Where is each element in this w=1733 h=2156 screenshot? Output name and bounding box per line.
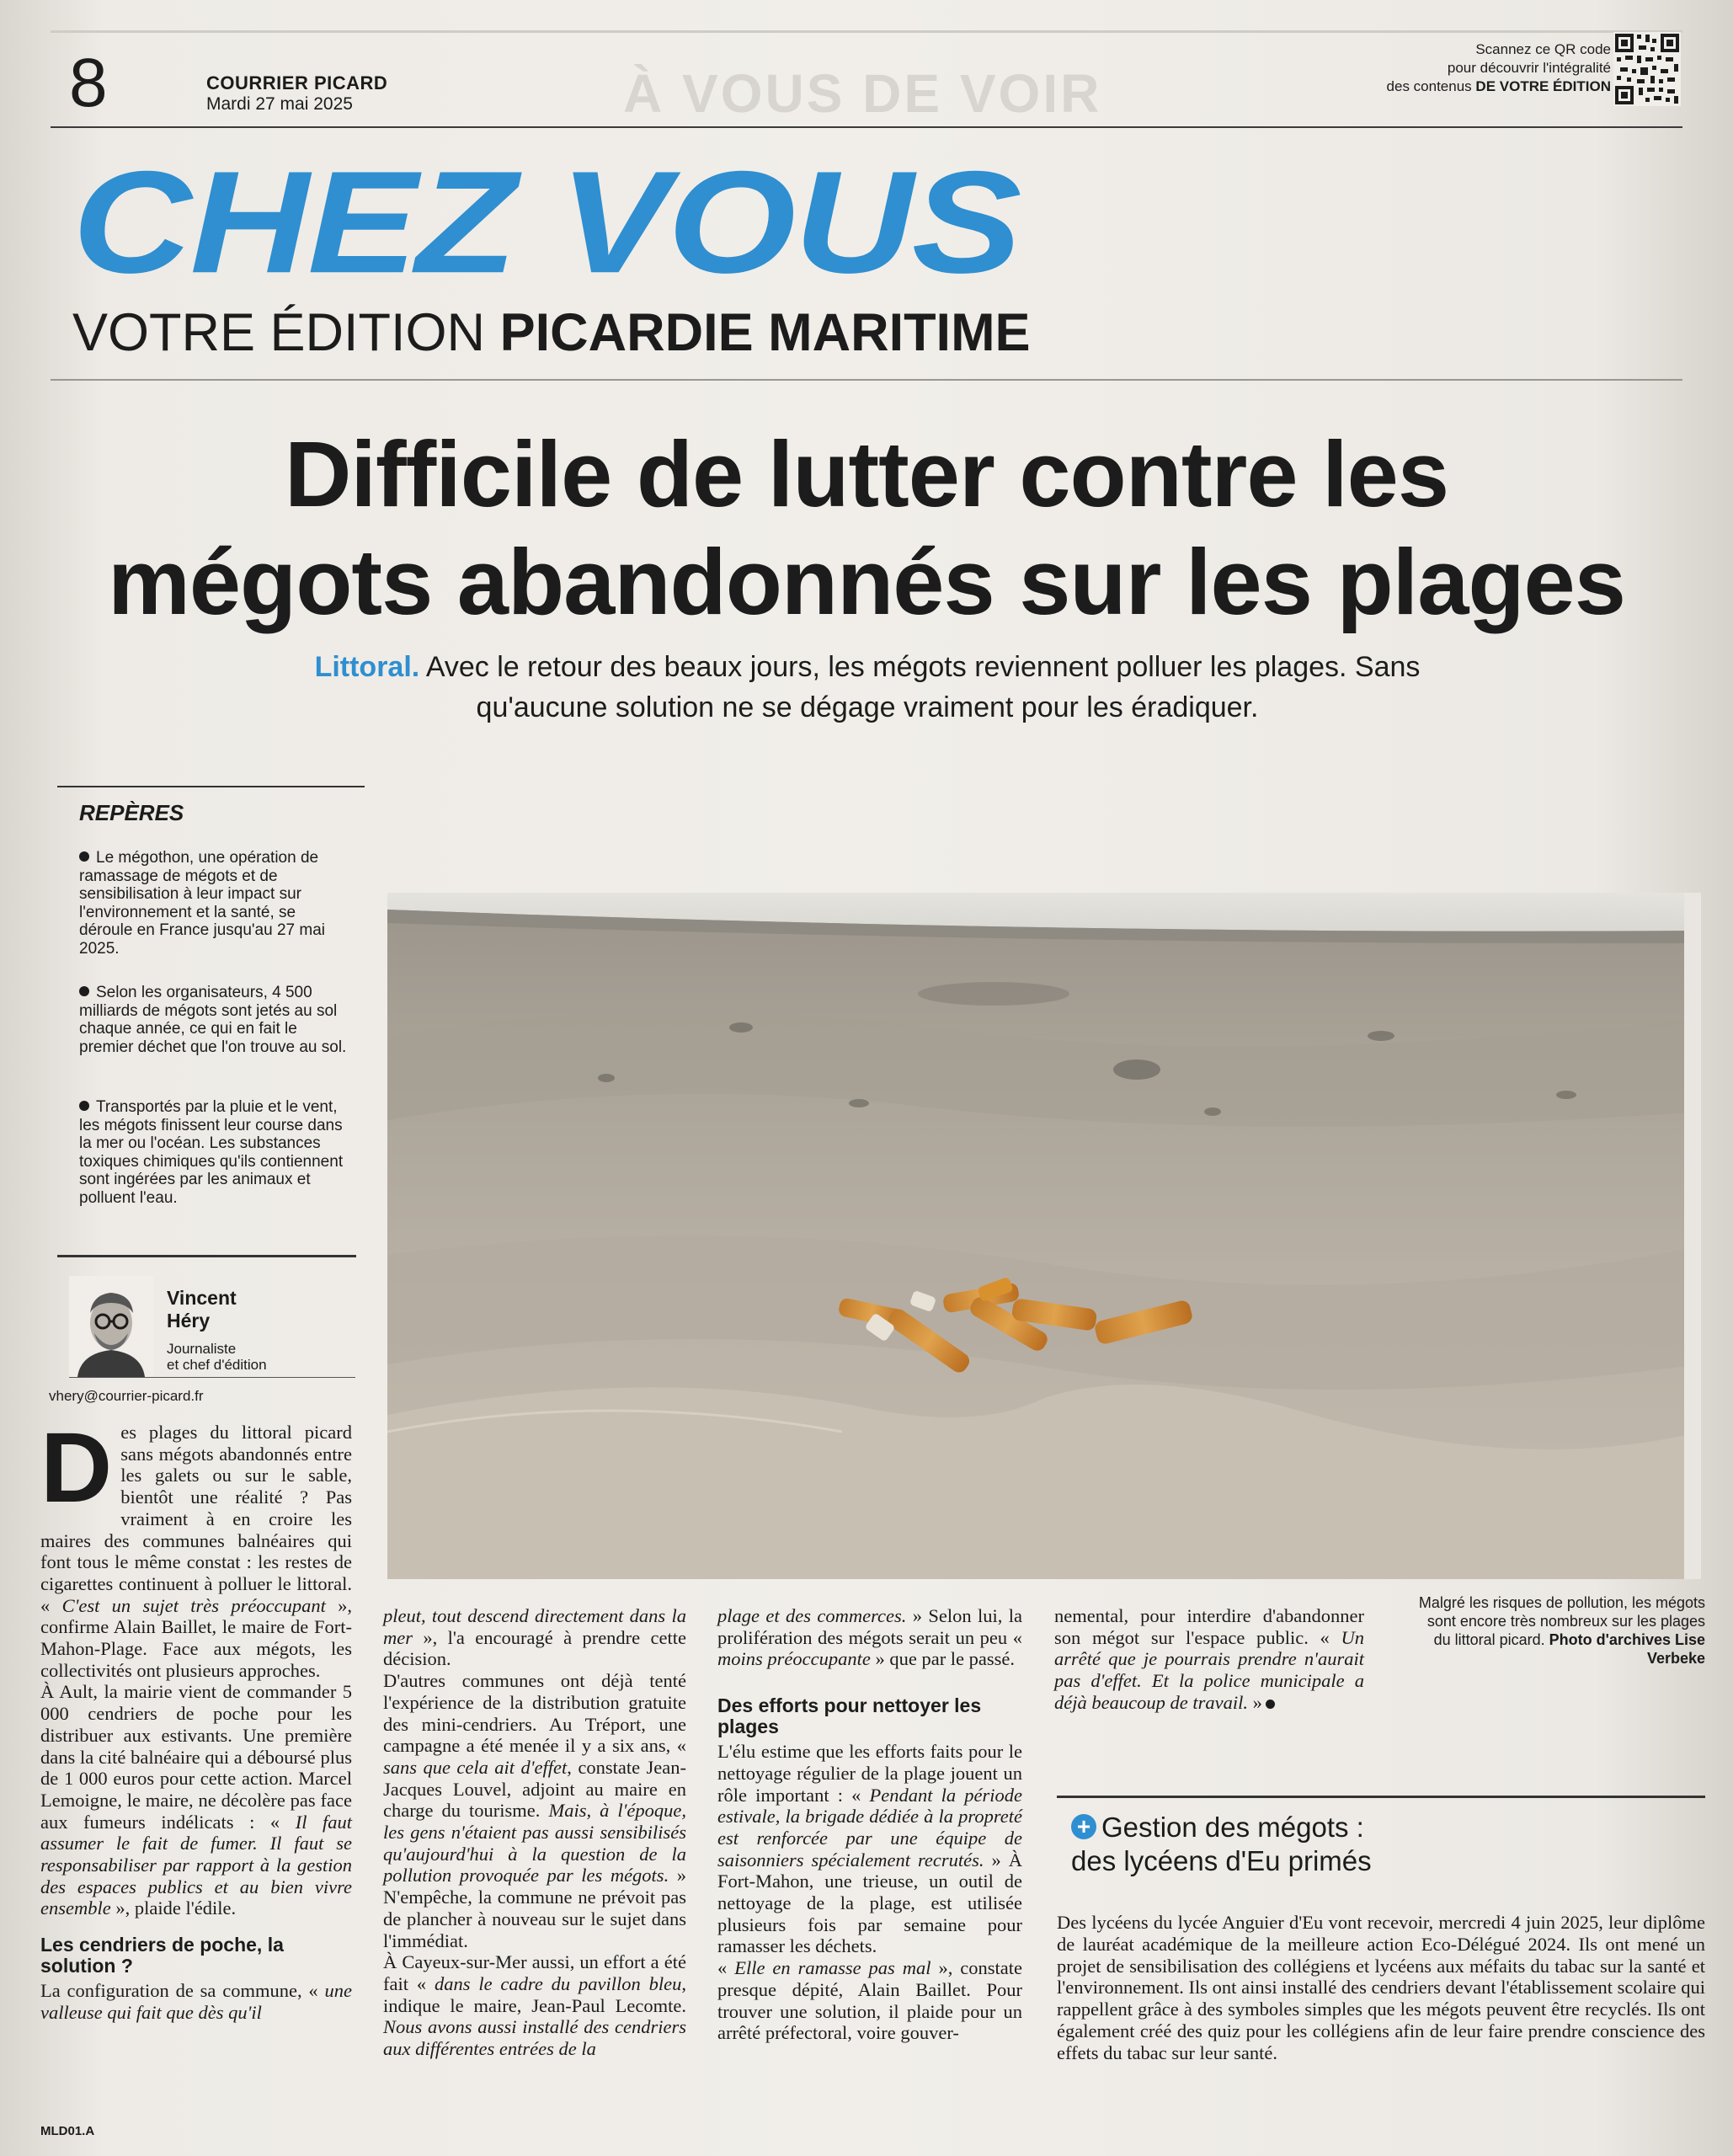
text-run: , constate Jean-Jacques Louvel, adjoint au maire en charge du tourisme. [383, 1756, 686, 1822]
standfirst-text: Avec le retour des beaux jours, les mégots reviennent polluer les plages. Sans qu'aucune solution ne se dégage vraiment pour les éradiquer. [425, 651, 1421, 723]
box-title-line-2: des lycéens d'Eu primés [1071, 1845, 1372, 1876]
text-run: D'autres communes ont déjà tenté l'expérience de la distribution gratuite des mini-cendriers. Au Tréport, une campagne a été menée il y a six ans, « [383, 1670, 686, 1757]
text-run: À Ault, la mairie vient de commander 5 000 cendriers de poche pour les distribuer aux estivants. Une première dans la cité balnéaire qui a déboursé plus de 1 000 euros pour cette action. Marcel Lemoigne, le maire, ne décolère pas face aux fumeurs indélicats : « [40, 1681, 352, 1833]
folio: MLD01.A [40, 2124, 95, 2138]
paragraph [40, 1412, 353, 1681]
text-run: », confirme Alain Baillet, le maire de Fort-Mahon-Plage. Face aux mégots, les collectivités ont plusieurs approches. [40, 1594, 353, 1681]
author-name [167, 1287, 237, 1332]
text-run: À Cayeux-sur-Mer aussi, un effort a été fait « [383, 1951, 686, 1994]
box-rule [1057, 1796, 1705, 1798]
reperes-item [79, 984, 349, 1056]
section-title: CHEZ VOUS [72, 141, 1021, 304]
qr-line-2: pour découvrir l'intégralité [1447, 60, 1611, 76]
reperes-item-text: Le mégothon, une opération de ramassage de mégots et de sensibilisation à leur impact sur l'environnement et la santé, se déroule en France jusqu'au 27 mai 2025. [79, 849, 325, 958]
text-run: » que par le passé. [875, 1648, 1016, 1670]
text-run: , indique le maire, Jean-Paul Lecomte. [383, 1972, 686, 2016]
qr-code-icon[interactable] [1613, 32, 1681, 106]
text-run: », plaide l'édile. [115, 1897, 237, 1919]
qr-line-3 [1387, 77, 1611, 96]
quote: pleut, tout descend directement dans la mer [383, 1605, 686, 1648]
text-run: » N'empêche, la commune ne prévoit pas de plancher à nouveau sur le sujet dans l'immédiat. [383, 1865, 686, 1951]
article-column-4 [1054, 1605, 1364, 1714]
qr-line-1: Scannez ce QR code [1475, 41, 1611, 57]
quote: sans que cela ait d'effet [383, 1756, 568, 1778]
reperes-rule [57, 786, 365, 787]
top-rule [51, 30, 1682, 33]
plus-icon: + [1071, 1814, 1096, 1839]
article-column-2 [383, 1605, 686, 2060]
edition-name: PICARDIE MARITIME [499, 303, 1031, 362]
paper-name: COURRIER PICARD [206, 72, 388, 93]
reperes-item [79, 849, 349, 958]
paragraph [383, 1670, 686, 1951]
text-run: » À Fort-Mahon, une trieuse, un outil de nettoyage de la plage, est utilisée plusieurs fois par semaine pour ramasser les déchets. [717, 1849, 1022, 1957]
quote: Pendant la période estivale, la brigade dédiée à la propreté est renforcée par une équipe de saisonniers spécialement recrutés. [717, 1784, 1022, 1870]
paragraph [383, 1951, 686, 2060]
paragraph [717, 1741, 1022, 1957]
caption-text: Malgré les risques de pollution, les mégots sont encore très nombreux sur les plages du littoral picard. [1418, 1594, 1705, 1648]
ghost-heading: À VOUS DE VOIR [623, 63, 1102, 124]
paper-date: Mardi 27 mai 2025 [206, 94, 353, 114]
author-rule [69, 1377, 355, 1378]
quote: C'est un sujet très préoccupant [61, 1594, 326, 1616]
box-title-text-1: Gestion des mégots : [1101, 1812, 1364, 1843]
bullet-icon [79, 986, 89, 996]
quote: dans le cadre du pavillon bleu [434, 1972, 682, 1994]
author-first-name: Vincent [167, 1287, 237, 1309]
qr-line-3-bold: DE VOTRE ÉDITION [1475, 78, 1611, 94]
qr-instructions [1387, 40, 1611, 96]
paragraph [383, 1605, 686, 1670]
photo-caption [1415, 1593, 1705, 1668]
end-mark-icon [1266, 1700, 1275, 1709]
drop-cap: D [40, 1412, 113, 1524]
quote: une valleuse qui fait que dès qu'il [40, 1980, 352, 2023]
intertitle: Les cendriers de poche, la solution ? [40, 1934, 284, 1977]
text-run: nemental, pour interdire d'abandonner son mégot sur l'espace public. « [1054, 1605, 1364, 1648]
article-title [51, 421, 1682, 637]
page-number: 8 [69, 45, 108, 121]
reperes-title: REPÈRES [79, 800, 184, 825]
bullet-icon [79, 1101, 89, 1111]
article-title-line-1: Difficile de lutter contre les [284, 423, 1448, 526]
text-run: » [1252, 1691, 1262, 1713]
article-title-line-2: mégots abandonnés sur les plages [108, 531, 1625, 634]
article-column-1 [40, 1412, 353, 2024]
box-title-line-1 [1071, 1811, 1372, 1844]
author-last-name: Héry [167, 1310, 211, 1331]
qr-line-3-pre: des contenus [1386, 78, 1472, 94]
reperes-item-text: Selon les organisateurs, 4 500 milliards de mégots sont jetés au sol chaque année, ce qui en fait le premier déchet que l'on trouve au sol. [79, 984, 347, 1056]
quote: Nous avons aussi installé des cendriers aux différentes entrées de la [383, 2016, 686, 2060]
box-title [1071, 1811, 1372, 1878]
reperes-item [79, 1098, 349, 1207]
kicker: Littoral. [314, 651, 420, 683]
beach-cigarette-butts-photo [387, 893, 1701, 1579]
edition-pre: VOTRE ÉDITION [72, 303, 486, 362]
text-run: », constate presque dépité, Alain Baillet. Pour trouver une solution, il plaide pour un arrêté préfectoral, voire gouver- [717, 1957, 1022, 2044]
photo-credit: Photo d'archives Lise Verbeke [1549, 1631, 1705, 1667]
paragraph [717, 1957, 1022, 2044]
text-run: » Selon lui, la prolifération des mégots serait un peu « [717, 1605, 1023, 1648]
reperes-item-text: Transportés par la pluie et le vent, les mégots finissent leur course dans la mer ou l'océan. Les substances toxiques chimiques qu'ils contiennent sont ingérées par les animaux et polluent l'eau. [79, 1098, 344, 1207]
text-run: L'élu estime que les efforts faits pour le nettoyage régulier de la plage jouent un rôle important : « [717, 1741, 1022, 1806]
article-standfirst [312, 647, 1423, 728]
bullet-icon [79, 851, 89, 862]
text-run: », l'a encouragé à prendre cette décision. [383, 1626, 686, 1670]
paragraph [1054, 1605, 1364, 1714]
box-text: Des lycéens du lycée Anguier d'Eu vont recevoir, mercredi 4 juin 2025, leur diplôme de lauréat académique de la meilleure action Eco-Délégué 2024. Ils ont mené un projet de sensibilisation des collégiens et lycéens aux méfaits du tabac sur la santé et l'environnement. Ils ont ainsi installé des cendriers devant l'établissement scolaire qui rappellent grâce à des symboles simples que les mégots peuvent être recyclés. Ils ont également créé des quiz pour les collégiens afin de leur faire prendre conscience des effets du tabac sur leur santé. [1057, 1912, 1705, 2063]
article-column-3 [717, 1605, 1022, 2044]
author-email[interactable]: vhery@courrier-picard.fr [49, 1388, 204, 1404]
quote: moins préoccupante [717, 1648, 871, 1670]
quote: Il faut assumer le fait de fumer. Il faut se responsabiliser par rapport à la gestion des espaces publics et au bien vivre ensemble [40, 1811, 352, 1919]
quote: Mais, à l'époque, les gens n'étaient pas aussi sensibilisés qu'aujourd'hui à la question de la pollution provoquée par les mégots. [383, 1800, 687, 1886]
author-role-2: et chef d'édition [167, 1357, 267, 1373]
text-run: « [717, 1957, 728, 1979]
text-run: es plages du littoral picard sans mégots abandonnés entre les galets ou sur le sable, bientôt une réalité ? Pas vraiment à en croire les maires des communes balnéaires qui font tous le même constat : les restes de cigarettes continuent à polluer le littoral. « [40, 1422, 352, 1616]
paragraph [717, 1605, 1022, 1670]
author-role [167, 1341, 267, 1373]
quote: Un arrêté que je pourrais prendre n'aurait pas d'effet. Et la police municipale a déjà beaucoup de travail. [1054, 1626, 1364, 1713]
reperes-bottom-rule [57, 1255, 356, 1257]
quote: plage et des commerces. [717, 1605, 907, 1626]
edition-label [72, 303, 1031, 362]
intertitle: Des efforts pour nettoyer les plages [717, 1694, 982, 1738]
section-rule [51, 379, 1682, 381]
author-role-1: Journaliste [167, 1341, 237, 1357]
text-run: La configuration de sa commune, « [40, 1980, 318, 2002]
header-rule [51, 126, 1682, 128]
paragraph [40, 1980, 352, 2023]
quote: Elle en ramasse pas mal [734, 1957, 931, 1979]
paragraph [40, 1681, 352, 1919]
author-avatar [69, 1276, 153, 1377]
